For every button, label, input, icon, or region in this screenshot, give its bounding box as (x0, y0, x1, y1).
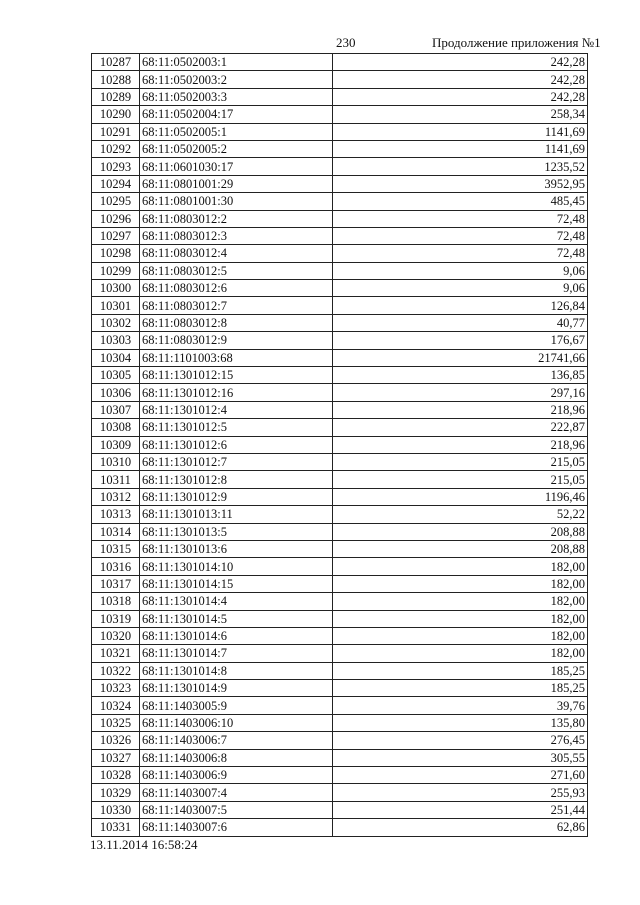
cadastral-number-cell: 68:11:1403005:9 (140, 697, 333, 714)
table-row (92, 801, 588, 818)
row-number-cell: 10321 (92, 645, 140, 662)
row-number-cell: 10314 (92, 523, 140, 540)
row-number-cell: 10291 (92, 123, 140, 140)
table-row (92, 627, 588, 644)
table-row (92, 88, 588, 105)
cadastral-number-cell: 68:11:0801001:30 (140, 193, 333, 210)
row-number-cell: 10326 (92, 732, 140, 749)
value-cell: 40,77 (333, 314, 588, 331)
cadastral-number-cell: 68:11:0803012:9 (140, 332, 333, 349)
page-header-title: Продолжение приложения №1 (432, 35, 601, 50)
row-number-cell: 10324 (92, 697, 140, 714)
cadastral-number-cell: 68:11:0803012:8 (140, 314, 333, 331)
row-number-cell: 10327 (92, 749, 140, 766)
value-cell: 1141,69 (333, 123, 588, 140)
value-cell: 1235,52 (333, 158, 588, 175)
data-table (91, 53, 588, 837)
row-number-cell: 10318 (92, 593, 140, 610)
table-row (92, 245, 588, 262)
table-row (92, 488, 588, 505)
row-number-cell: 10302 (92, 314, 140, 331)
table-row (92, 54, 588, 71)
row-number-cell: 10311 (92, 471, 140, 488)
table-row (92, 140, 588, 157)
table-row (92, 123, 588, 140)
row-number-cell: 10305 (92, 367, 140, 384)
value-cell: 9,06 (333, 262, 588, 279)
row-number-cell: 10299 (92, 262, 140, 279)
table-row (92, 540, 588, 557)
table-row (92, 819, 588, 836)
value-cell: 222,87 (333, 419, 588, 436)
table-row (92, 645, 588, 662)
table-row (92, 575, 588, 592)
cadastral-number-cell: 68:11:1301012:15 (140, 367, 333, 384)
row-number-cell: 10301 (92, 297, 140, 314)
value-cell: 176,67 (333, 332, 588, 349)
cadastral-number-cell: 68:11:0803012:6 (140, 280, 333, 297)
value-cell: 208,88 (333, 523, 588, 540)
value-cell: 182,00 (333, 558, 588, 575)
value-cell: 218,96 (333, 401, 588, 418)
value-cell: 72,48 (333, 210, 588, 227)
value-cell: 62,86 (333, 819, 588, 836)
table-row (92, 193, 588, 210)
value-cell: 136,85 (333, 367, 588, 384)
value-cell: 242,28 (333, 71, 588, 88)
cadastral-number-cell: 68:11:0803012:2 (140, 210, 333, 227)
cadastral-number-cell: 68:11:0803012:4 (140, 245, 333, 262)
row-number-cell: 10316 (92, 558, 140, 575)
cadastral-number-cell: 68:11:1301014:6 (140, 627, 333, 644)
table-row (92, 419, 588, 436)
table-row (92, 175, 588, 192)
row-number-cell: 10300 (92, 280, 140, 297)
row-number-cell: 10289 (92, 88, 140, 105)
table-row (92, 453, 588, 470)
row-number-cell: 10329 (92, 784, 140, 801)
value-cell: 276,45 (333, 732, 588, 749)
cadastral-number-cell: 68:11:1301012:5 (140, 419, 333, 436)
value-cell: 1141,69 (333, 140, 588, 157)
row-number-cell: 10312 (92, 488, 140, 505)
row-number-cell: 10317 (92, 575, 140, 592)
row-number-cell: 10310 (92, 453, 140, 470)
table-row (92, 662, 588, 679)
cadastral-number-cell: 68:11:1403006:8 (140, 749, 333, 766)
value-cell: 185,25 (333, 662, 588, 679)
cadastral-number-cell: 68:11:0502003:2 (140, 71, 333, 88)
value-cell: 135,80 (333, 714, 588, 731)
row-number-cell: 10307 (92, 401, 140, 418)
cadastral-number-cell: 68:11:0502004:17 (140, 106, 333, 123)
cadastral-number-cell: 68:11:0601030:17 (140, 158, 333, 175)
cadastral-number-cell: 68:11:1301014:4 (140, 593, 333, 610)
table-row (92, 714, 588, 731)
table-row (92, 349, 588, 366)
cadastral-number-cell: 68:11:1301014:5 (140, 610, 333, 627)
table-row (92, 732, 588, 749)
table-row (92, 71, 588, 88)
table-row (92, 314, 588, 331)
table-body (92, 54, 588, 837)
table-row (92, 280, 588, 297)
cadastral-number-cell: 68:11:1403007:6 (140, 819, 333, 836)
row-number-cell: 10315 (92, 540, 140, 557)
cadastral-number-cell: 68:11:1301014:10 (140, 558, 333, 575)
table-row (92, 106, 588, 123)
table-row (92, 558, 588, 575)
table-row (92, 227, 588, 244)
row-number-cell: 10287 (92, 54, 140, 71)
row-number-cell: 10323 (92, 680, 140, 697)
value-cell: 215,05 (333, 453, 588, 470)
cadastral-number-cell: 68:11:1101003:68 (140, 349, 333, 366)
row-number-cell: 10322 (92, 662, 140, 679)
table-row (92, 749, 588, 766)
value-cell: 218,96 (333, 436, 588, 453)
row-number-cell: 10306 (92, 384, 140, 401)
table-row (92, 471, 588, 488)
value-cell: 182,00 (333, 575, 588, 592)
cadastral-number-cell: 68:11:1403006:10 (140, 714, 333, 731)
cadastral-number-cell: 68:11:1301013:6 (140, 540, 333, 557)
page-number: 230 (336, 35, 356, 50)
value-cell: 485,45 (333, 193, 588, 210)
value-cell: 185,25 (333, 680, 588, 697)
cadastral-number-cell: 68:11:1301012:8 (140, 471, 333, 488)
value-cell: 182,00 (333, 645, 588, 662)
row-number-cell: 10292 (92, 140, 140, 157)
table-row (92, 384, 588, 401)
row-number-cell: 10294 (92, 175, 140, 192)
cadastral-number-cell: 68:11:1301012:6 (140, 436, 333, 453)
cadastral-number-cell: 68:11:1403007:4 (140, 784, 333, 801)
cadastral-number-cell: 68:11:0502003:3 (140, 88, 333, 105)
row-number-cell: 10331 (92, 819, 140, 836)
table-row (92, 506, 588, 523)
row-number-cell: 10313 (92, 506, 140, 523)
row-number-cell: 10309 (92, 436, 140, 453)
value-cell: 52,22 (333, 506, 588, 523)
cadastral-number-cell: 68:11:1301014:7 (140, 645, 333, 662)
table-row (92, 523, 588, 540)
value-cell: 9,06 (333, 280, 588, 297)
row-number-cell: 10297 (92, 227, 140, 244)
row-number-cell: 10295 (92, 193, 140, 210)
cadastral-number-cell: 68:11:1301013:11 (140, 506, 333, 523)
value-cell: 3952,95 (333, 175, 588, 192)
cadastral-number-cell: 68:11:1301014:15 (140, 575, 333, 592)
cadastral-number-cell: 68:11:1403007:5 (140, 801, 333, 818)
cadastral-number-cell: 68:11:1301012:16 (140, 384, 333, 401)
value-cell: 126,84 (333, 297, 588, 314)
value-cell: 21741,66 (333, 349, 588, 366)
cadastral-number-cell: 68:11:0502003:1 (140, 54, 333, 71)
table-row (92, 401, 588, 418)
row-number-cell: 10330 (92, 801, 140, 818)
value-cell: 208,88 (333, 540, 588, 557)
row-number-cell: 10325 (92, 714, 140, 731)
table-row (92, 784, 588, 801)
cadastral-number-cell: 68:11:0803012:5 (140, 262, 333, 279)
table-row (92, 367, 588, 384)
table-row (92, 297, 588, 314)
value-cell: 297,16 (333, 384, 588, 401)
cadastral-number-cell: 68:11:1403006:7 (140, 732, 333, 749)
value-cell: 1196,46 (333, 488, 588, 505)
value-cell: 72,48 (333, 227, 588, 244)
table-row (92, 680, 588, 697)
cadastral-number-cell: 68:11:0502005:2 (140, 140, 333, 157)
row-number-cell: 10308 (92, 419, 140, 436)
value-cell: 251,44 (333, 801, 588, 818)
cadastral-number-cell: 68:11:0803012:3 (140, 227, 333, 244)
row-number-cell: 10304 (92, 349, 140, 366)
table-row (92, 332, 588, 349)
table-row (92, 262, 588, 279)
row-number-cell: 10290 (92, 106, 140, 123)
cadastral-number-cell: 68:11:1301012:4 (140, 401, 333, 418)
cadastral-number-cell: 68:11:0801001:29 (140, 175, 333, 192)
value-cell: 72,48 (333, 245, 588, 262)
value-cell: 182,00 (333, 593, 588, 610)
table-row (92, 610, 588, 627)
cadastral-number-cell: 68:11:1301012:7 (140, 453, 333, 470)
value-cell: 242,28 (333, 54, 588, 71)
table-row (92, 158, 588, 175)
value-cell: 182,00 (333, 610, 588, 627)
table-row (92, 593, 588, 610)
row-number-cell: 10319 (92, 610, 140, 627)
row-number-cell: 10298 (92, 245, 140, 262)
row-number-cell: 10296 (92, 210, 140, 227)
row-number-cell: 10328 (92, 767, 140, 784)
table-row (92, 210, 588, 227)
value-cell: 258,34 (333, 106, 588, 123)
cadastral-number-cell: 68:11:0803012:7 (140, 297, 333, 314)
footer-timestamp: 13.11.2014 16:58:24 (90, 837, 198, 852)
value-cell: 271,60 (333, 767, 588, 784)
table-row (92, 767, 588, 784)
row-number-cell: 10303 (92, 332, 140, 349)
cadastral-number-cell: 68:11:1403006:9 (140, 767, 333, 784)
row-number-cell: 10320 (92, 627, 140, 644)
cadastral-number-cell: 68:11:0502005:1 (140, 123, 333, 140)
row-number-cell: 10288 (92, 71, 140, 88)
cadastral-number-cell: 68:11:1301014:8 (140, 662, 333, 679)
table-row (92, 436, 588, 453)
table-row (92, 697, 588, 714)
value-cell: 305,55 (333, 749, 588, 766)
row-number-cell: 10293 (92, 158, 140, 175)
cadastral-number-cell: 68:11:1301013:5 (140, 523, 333, 540)
value-cell: 255,93 (333, 784, 588, 801)
value-cell: 182,00 (333, 627, 588, 644)
cadastral-number-cell: 68:11:1301014:9 (140, 680, 333, 697)
value-cell: 242,28 (333, 88, 588, 105)
cadastral-number-cell: 68:11:1301012:9 (140, 488, 333, 505)
value-cell: 215,05 (333, 471, 588, 488)
value-cell: 39,76 (333, 697, 588, 714)
